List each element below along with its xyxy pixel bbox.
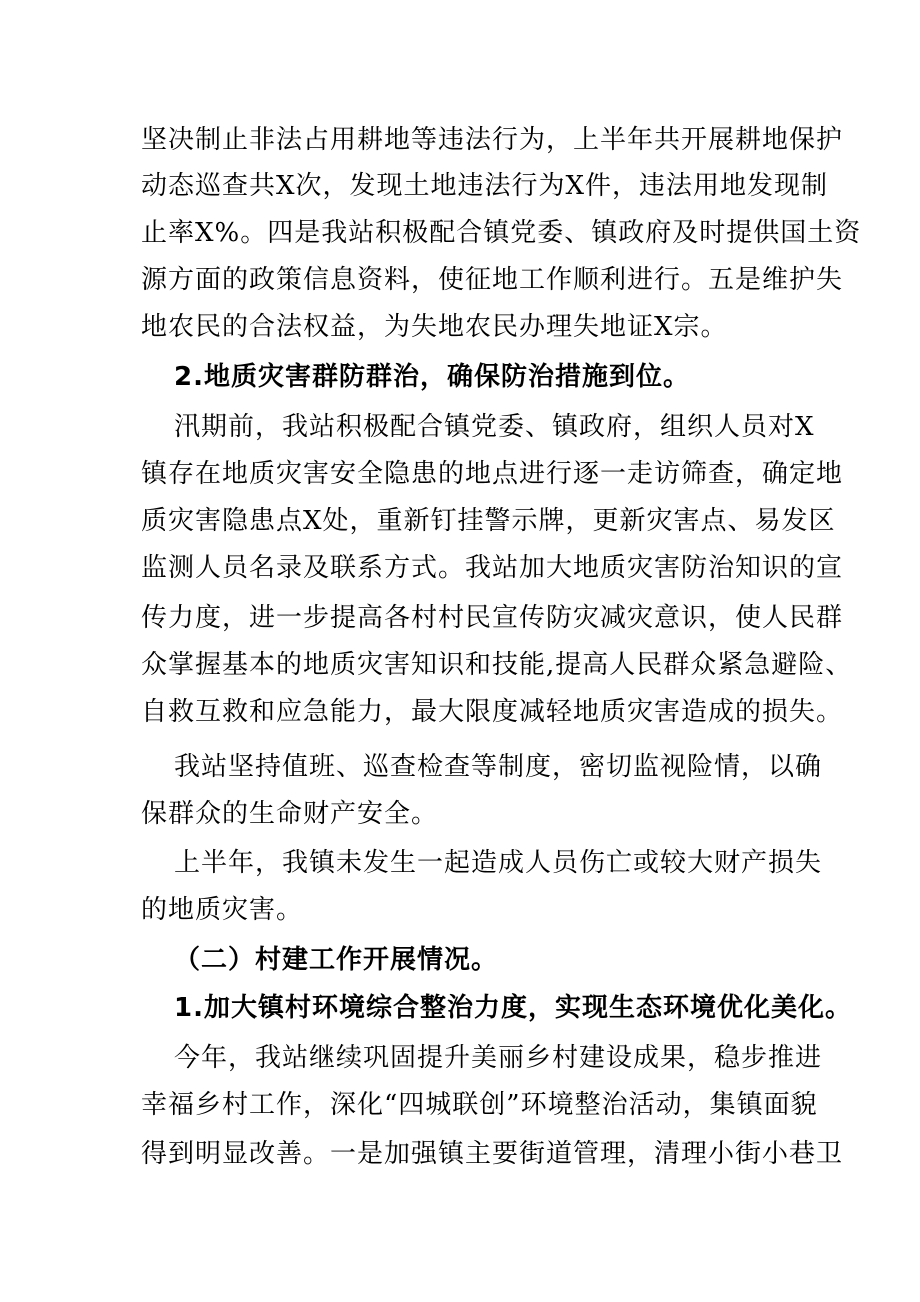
- text-line: 镇存在地质灾害安全隐患的地点进行逐一走访筛查，确定地: [141, 459, 844, 489]
- text-line: 地农民的合法权益，为失地农民办理失地证X宗。: [141, 312, 728, 342]
- text-line: 传力度，进一步提高各村村民宣传防灾减灾意识，使人民群: [141, 603, 844, 633]
- text-line: 得到明显改善。一是加强镇主要街道管理，清理小街小巷卫: [141, 1139, 844, 1169]
- text-line: 的地质灾害。: [141, 895, 304, 925]
- text-line: 众掌握基本的地质灾害知识和技能,提高人民群众紧急避险、: [141, 650, 853, 680]
- text-line: 保群众的生命财产安全。: [141, 799, 439, 829]
- text-line: 幸福乡村工作，深化“四城联创”环境整治活动，集镇面貌: [141, 1090, 818, 1120]
- text-line: 监测人员名录及联系方式。我站加大地质灾害防治知识的宣: [141, 553, 844, 583]
- section-heading: 2.地质灾害群防群治，确保防治措施到位。: [174, 362, 690, 392]
- text-line: 坚决制止非法占用耕地等违法行为，上半年共开展耕地保护: [141, 125, 844, 155]
- section-heading: 1.加大镇村环境综合整治力度，实现生态环境优化美化。: [174, 993, 852, 1023]
- text-line: 今年，我站继续巩固提升美丽乡村建设成果，稳步推进: [174, 1043, 823, 1073]
- text-line: 自救互救和应急能力，最大限度减轻地质灾害造成的损失。: [141, 697, 844, 727]
- text-line: 上半年，我镇未发生一起造成人员伤亡或较大财产损失: [174, 848, 823, 878]
- text-line: 我站坚持值班、巡查检查等制度，密切监视险情，以确: [174, 752, 823, 782]
- text-line: 止率X%。四是我站积极配合镇党委、镇政府及时提供国土资: [141, 218, 862, 248]
- text-line: 质灾害隐患点X处，重新钉挂警示牌，更新灾害点、易发区: [141, 506, 836, 536]
- text-line: 动态巡查共X次，发现土地违法行为X件，违法用地发现制: [141, 171, 829, 201]
- section-heading: （二）村建工作开展情况。: [174, 945, 499, 975]
- text-line: 源方面的政策信息资料，使征地工作顺利进行。五是维护失: [141, 265, 844, 295]
- text-line: 汛期前，我站积极配合镇党委、镇政府，组织人员对X: [174, 412, 815, 442]
